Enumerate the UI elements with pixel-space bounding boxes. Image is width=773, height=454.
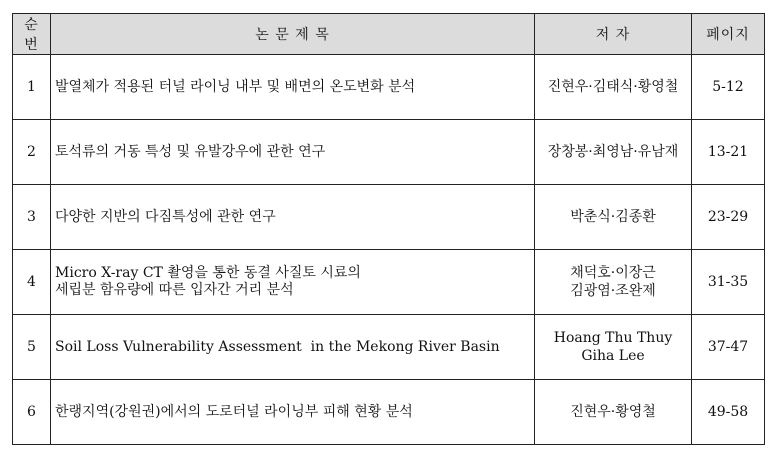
header-row [13, 14, 765, 55]
table-row [13, 185, 765, 250]
author-line: Hoang Thu Thuy [553, 330, 673, 346]
row-no: 1 [13, 55, 51, 120]
table-row [13, 315, 765, 380]
row-no: 4 [13, 250, 51, 315]
header-pages: 페이지 [692, 14, 765, 55]
row-authors [535, 250, 692, 315]
table-row [13, 380, 765, 445]
title-line: Micro X-ray CT 촬영을 통한 동결 사질토 시료의 [55, 265, 361, 281]
row-pages: 5-12 [692, 55, 765, 120]
title-line: 발열체가 적용된 터널 라이닝 내부 및 배면의 온도변화 분석 [55, 78, 416, 95]
title-line: 세립분 함유량에 따른 입자간 거리 분석 [55, 282, 294, 298]
row-authors [535, 120, 692, 185]
row-authors [535, 315, 692, 380]
author-line: Giha Lee [581, 348, 645, 364]
row-pages: 37-47 [692, 315, 765, 380]
row-title [51, 55, 535, 120]
row-title [51, 120, 535, 185]
row-pages: 49-58 [692, 380, 765, 445]
row-title [51, 380, 535, 445]
author-line: 진현우·김태식·황영철 [547, 79, 679, 95]
author-line: 김광염·조완제 [570, 283, 656, 299]
table-row [13, 55, 765, 120]
title-line: 한랭지역(강원권)에서의 도로터널 라이닝부 피해 현황 분석 [55, 403, 413, 420]
author-line: 박춘식·김종환 [570, 209, 656, 225]
table-of-contents [12, 13, 765, 445]
author-line: 채덕호·이장근 [570, 265, 656, 281]
title-line: 토석류의 거동 특성 및 유발강우에 관한 연구 [55, 143, 326, 160]
row-title [51, 250, 535, 315]
row-no: 2 [13, 120, 51, 185]
table-row [13, 120, 765, 185]
row-authors [535, 185, 692, 250]
row-authors [535, 55, 692, 120]
row-authors [535, 380, 692, 445]
row-pages: 13-21 [692, 120, 765, 185]
row-title [51, 185, 535, 250]
row-pages: 31-35 [692, 250, 765, 315]
title-line: 다양한 지반의 다짐특성에 관한 연구 [55, 208, 276, 225]
row-no: 6 [13, 380, 51, 445]
author-line: 장창봉·최영남·유남재 [547, 144, 679, 160]
row-title [51, 315, 535, 380]
row-no: 3 [13, 185, 51, 250]
header-title: 논 문 제 목 [51, 14, 535, 55]
table-row [13, 250, 765, 315]
header-no: 순번 [13, 14, 51, 55]
row-pages: 23-29 [692, 185, 765, 250]
row-no: 5 [13, 315, 51, 380]
header-authors: 저 자 [535, 14, 692, 55]
title-line: Soil Loss Vulnerability Assessment in the Mekong River Basin [55, 338, 500, 355]
author-line: 진현우·황영철 [570, 404, 656, 420]
